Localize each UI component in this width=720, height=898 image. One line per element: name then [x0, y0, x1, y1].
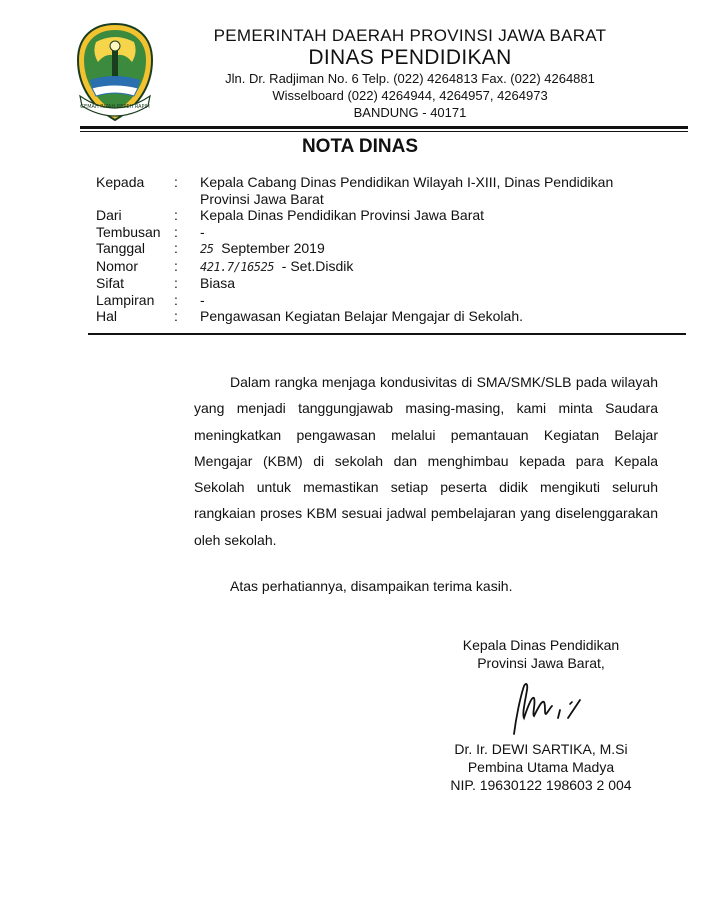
signatory-position-line-1: Kepala Dinas Pendidikan	[462, 637, 620, 653]
field-hal	[96, 308, 666, 325]
field-value: Biasa	[200, 275, 236, 291]
field-colon: :	[174, 207, 178, 223]
memo-body	[194, 369, 658, 599]
field-value: -	[200, 291, 205, 308]
field-label: Kepada	[96, 174, 145, 190]
letterhead-divider-thin	[80, 131, 688, 132]
department-name: DINAS PENDIDIKAN	[308, 46, 512, 69]
field-label: Nomor	[96, 257, 139, 274]
field-value: Kepala Cabang Dinas Pendidikan Wilayah I-XIII, Dinas Pendidikan Provinsi Jawa Barat	[200, 174, 614, 207]
field-colon: :	[174, 308, 178, 324]
fields-divider	[88, 333, 686, 335]
west-java-emblem-logo	[74, 22, 156, 122]
closing-paragraph: Atas perhatiannya, disampaikan terima kasih.	[230, 578, 513, 595]
date-month-year: September 2019	[221, 240, 325, 256]
handwritten-day: 25	[200, 242, 214, 256]
field-value	[200, 240, 666, 258]
field-tanggal	[96, 240, 666, 258]
address-line-3: BANDUNG - 40171	[353, 105, 467, 120]
field-value: Kepala Dinas Pendidikan Provinsi Jawa Barat	[200, 207, 485, 223]
government-name: PEMERINTAH DAERAH PROVINSI JAWA BARAT	[213, 26, 607, 45]
handwritten-signature	[486, 678, 596, 738]
field-label: Lampiran	[96, 291, 155, 308]
field-value: -	[200, 223, 205, 240]
signature-block	[430, 636, 652, 794]
field-label: Tembusan	[96, 223, 161, 240]
field-label: Dari	[96, 207, 122, 223]
signatory-nip: NIP. 19630122 198603 2 004	[450, 777, 632, 793]
field-sifat	[96, 275, 666, 292]
number-suffix: - Set.Disdik	[281, 257, 354, 274]
letterhead-divider-thick	[80, 126, 688, 129]
address-line-1: Jln. Dr. Radjiman No. 6 Telp. (022) 4264813 Fax. (022) 4264881	[225, 71, 595, 86]
field-colon: :	[174, 257, 178, 274]
document-title: NOTA DINAS	[301, 136, 419, 157]
handwritten-number: 421.7/16525	[200, 259, 274, 274]
letterhead	[190, 26, 630, 121]
field-colon: :	[174, 174, 178, 190]
body-paragraph: Dalam rangka menjaga kondusivitas di SMA/SMK/SLB pada wilayah yang menjadi tanggungjawab masing-masing, kami minta Saudara meningkatkan pengawasan melalui pemantauan Kegiatan Belajar Mengajar (KBM) di sekolah dan menghimbau kepada para Kepala Sekolah untuk memastikan setiap peserta didik mengikuti seluruh rangkaian proses KBM sesuai jadwal pembelajaran yang diselenggarakan oleh sekolah.	[194, 374, 658, 548]
field-tembusan	[96, 224, 666, 241]
field-colon: :	[174, 240, 178, 256]
field-value: Pengawasan Kegiatan Belajar Mengajar di Sekolah.	[200, 308, 523, 324]
field-colon: :	[174, 275, 178, 291]
field-label: Tanggal	[96, 240, 146, 256]
address-line-2: Wisselboard (022) 4264944, 4264957, 4264973	[272, 88, 548, 103]
logo-motto: GEMAH RIPAH REPEH RAPIH	[80, 104, 150, 110]
field-colon: :	[174, 223, 178, 240]
signatory-rank: Pembina Utama Madya	[467, 759, 615, 775]
field-label: Sifat	[96, 275, 125, 291]
signatory-name: Dr. Ir. DEWI SARTIKA, M.Si	[454, 741, 628, 757]
memo-fields	[96, 174, 666, 325]
field-kepada	[96, 174, 666, 207]
field-dari	[96, 207, 666, 224]
field-colon: :	[174, 291, 178, 308]
signatory-position-line-2: Provinsi Jawa Barat,	[477, 655, 605, 671]
field-nomor	[96, 258, 666, 276]
field-value	[200, 258, 666, 276]
field-label: Hal	[96, 308, 118, 324]
field-lampiran	[96, 292, 666, 309]
